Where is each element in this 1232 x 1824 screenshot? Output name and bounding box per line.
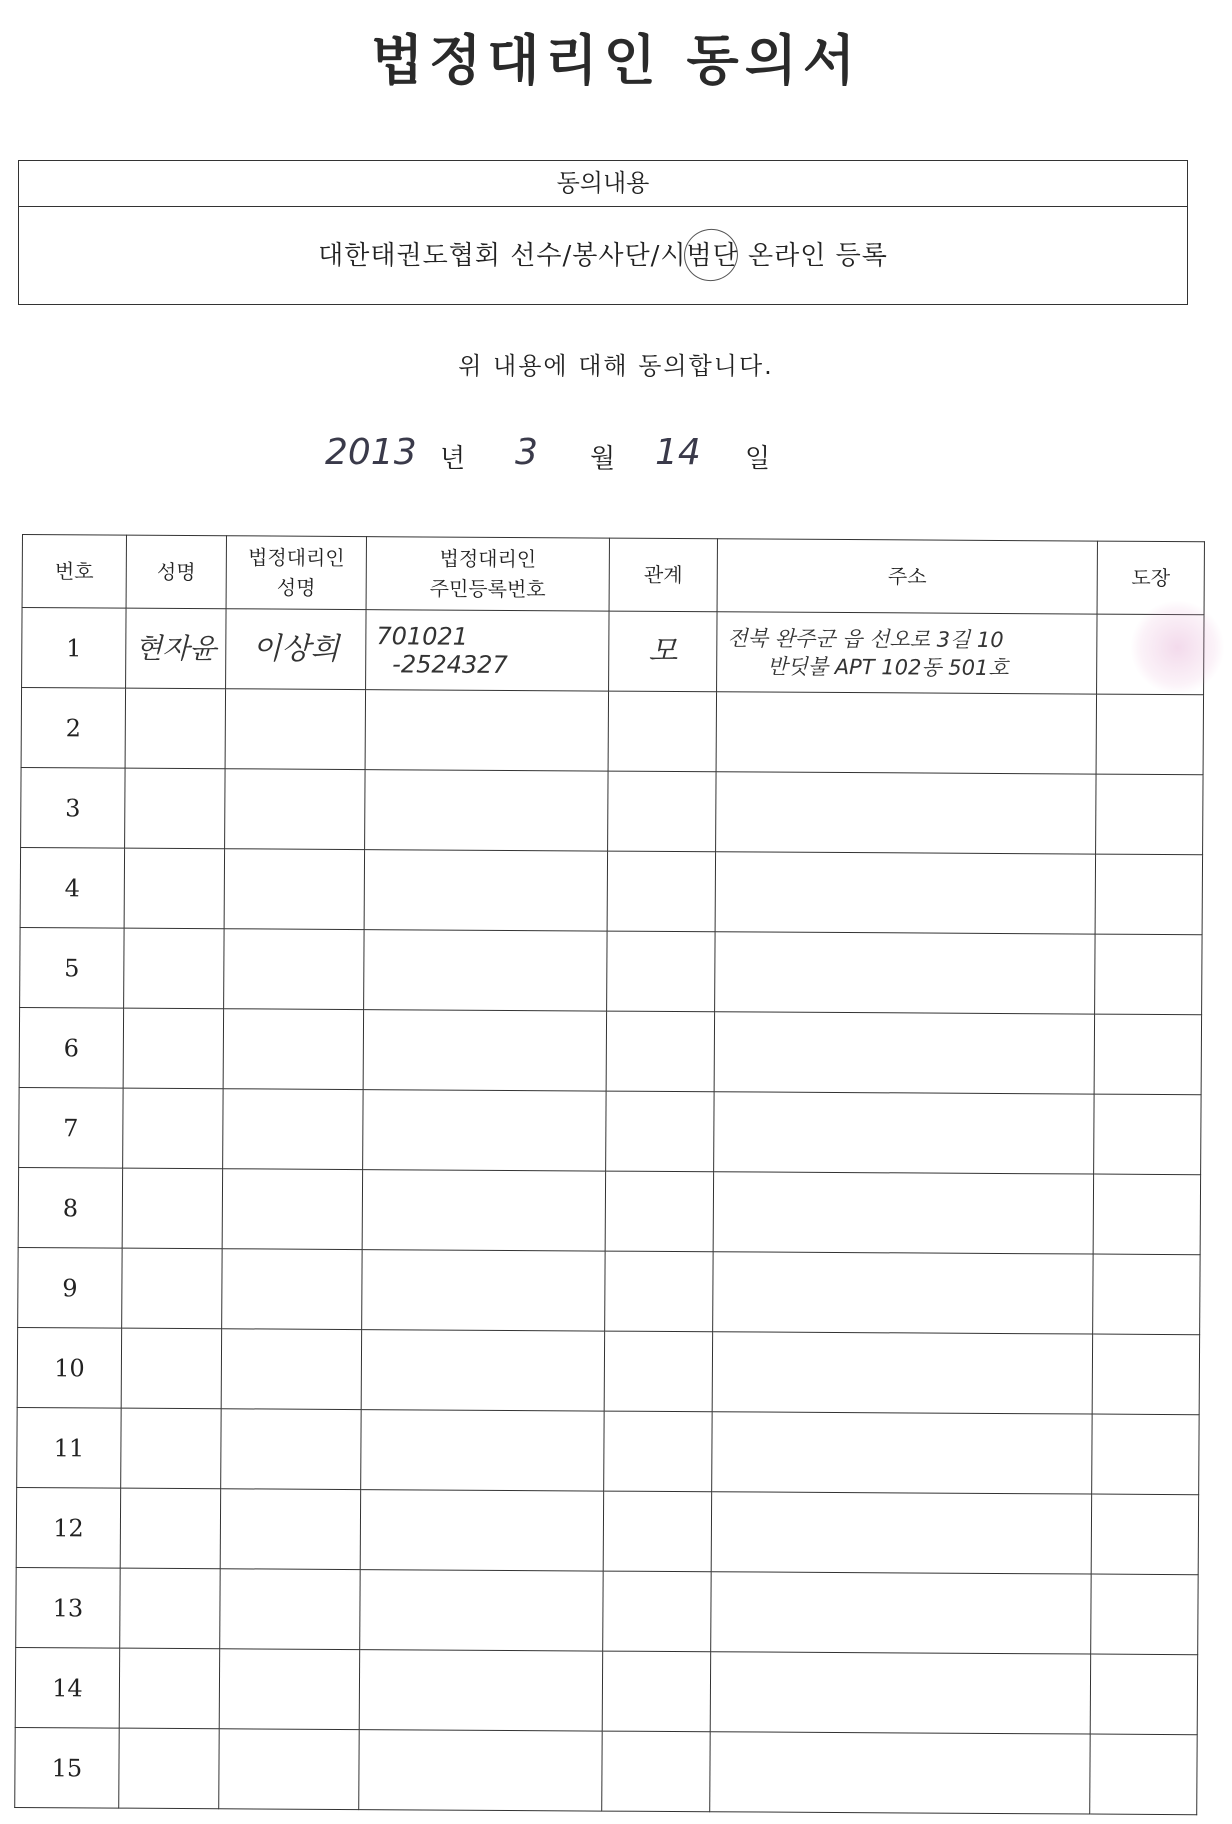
date-day-label: 일	[745, 444, 771, 474]
row-number: 5	[20, 927, 124, 1008]
seal-stamp-mark	[1130, 600, 1225, 695]
row-number: 13	[16, 1567, 120, 1648]
header-address: 주소	[717, 539, 1097, 614]
table-row	[20, 927, 1202, 1014]
student-name: 현자윤	[126, 608, 226, 689]
header-guardian-rrn: 법정대리인 주민등록번호	[366, 537, 609, 611]
table-row	[19, 1007, 1201, 1094]
row-number: 12	[16, 1487, 120, 1568]
table-row	[16, 1487, 1198, 1574]
header-name: 성명	[126, 535, 226, 609]
date-day: 14	[655, 432, 701, 473]
table-row	[16, 1567, 1198, 1654]
table-row	[21, 767, 1203, 854]
row-number: 3	[21, 767, 125, 848]
table-header-row	[22, 535, 1204, 615]
guardian-roster-table	[14, 534, 1205, 1815]
table-row	[21, 688, 1203, 775]
address: 전북 완주군 읍 선오로 3길 10 반딧불 APT 102동 501호	[717, 612, 1097, 694]
consent-box	[18, 160, 1188, 305]
header-seal: 도장	[1097, 541, 1204, 615]
row-number: 2	[21, 688, 125, 769]
table-row	[20, 847, 1202, 934]
header-no: 번호	[22, 535, 126, 609]
row-number: 11	[17, 1407, 121, 1488]
row-number: 7	[19, 1087, 123, 1168]
date-month-label: 월	[590, 444, 616, 474]
row-number: 8	[18, 1167, 122, 1248]
relation: 모	[609, 611, 717, 692]
consent-content: 대한태권도협회 선수/봉사단/시범단 온라인 등록	[318, 241, 888, 271]
row-number: 4	[20, 847, 124, 928]
header-guardian-name: 법정대리인 성명	[226, 536, 366, 610]
consent-header: 동의내용	[19, 161, 1187, 207]
table-row	[22, 608, 1204, 695]
row-number: 15	[15, 1727, 119, 1808]
table-row	[15, 1647, 1197, 1734]
header-relation: 관계	[609, 538, 717, 612]
table-row	[17, 1407, 1199, 1494]
consent-content-area	[19, 207, 1187, 305]
guardian-name: 이상희	[226, 609, 366, 690]
table-row	[18, 1167, 1200, 1254]
table-row	[18, 1247, 1200, 1334]
row-number: 6	[19, 1007, 123, 1088]
row-number: 10	[17, 1327, 121, 1408]
date-year-label: 년	[440, 444, 466, 474]
row-number: 9	[18, 1247, 122, 1328]
date-month: 3	[515, 432, 538, 473]
agreement-statement: 위 내용에 대해 동의합니다.	[458, 352, 774, 380]
table-row	[19, 1087, 1201, 1174]
guardian-rrn: 701021 -2524327	[366, 610, 609, 691]
date-year: 2013	[325, 432, 417, 473]
document-title: 법정대리인 동의서	[370, 28, 862, 92]
table-row	[17, 1327, 1199, 1414]
row-number: 14	[15, 1647, 119, 1728]
row-number: 1	[22, 608, 126, 689]
handwritten-circle-mark	[678, 223, 744, 287]
date-row	[0, 432, 1232, 482]
table-row	[15, 1727, 1197, 1814]
